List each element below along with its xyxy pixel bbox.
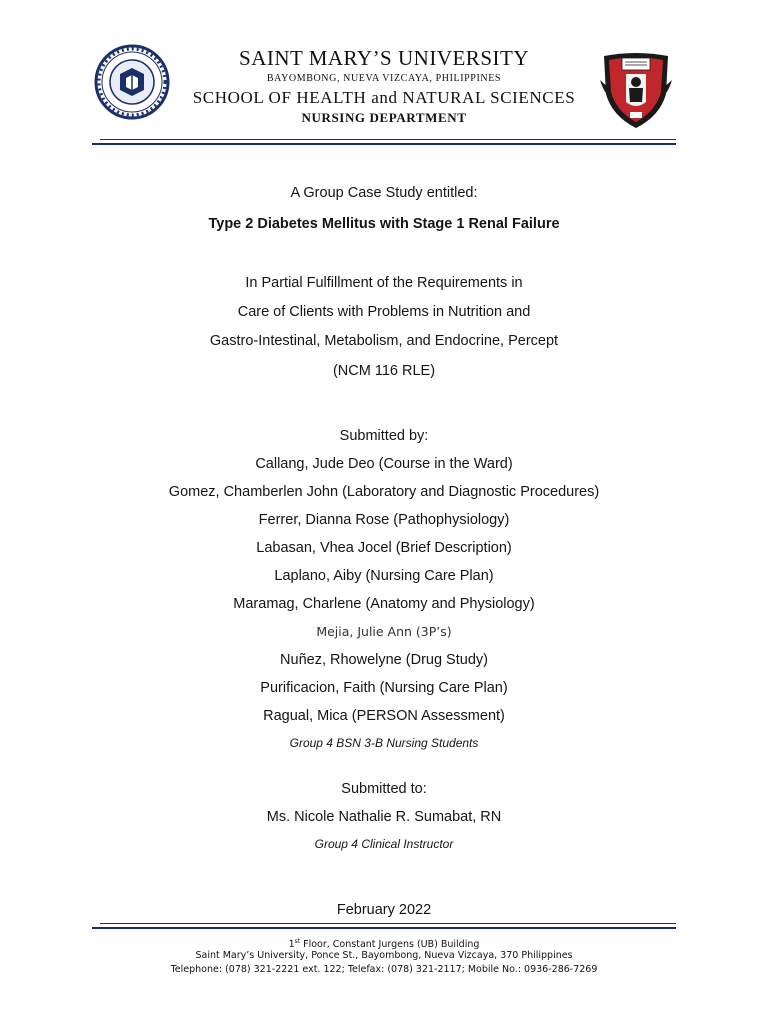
footer-floor-suffix: st bbox=[294, 938, 301, 945]
group-label: Group 4 BSN 3-B Nursing Students bbox=[289, 736, 479, 750]
university-name: SAINT MARY’S UNIVERSITY bbox=[239, 46, 529, 70]
header-rule-thin bbox=[100, 139, 676, 140]
case-study-title: Type 2 Diabetes Mellitus with Stage 1 Renal Failure bbox=[208, 216, 560, 232]
member-item: Laplano, Aiby (Nursing Care Plan) bbox=[274, 568, 494, 584]
department-name: NURSING DEPARTMENT bbox=[301, 110, 467, 125]
university-address: BAYOMBONG, NUEVA VIZCAYA, PHILIPPINES bbox=[266, 73, 502, 84]
course-code: (NCM 116 RLE) bbox=[332, 363, 436, 379]
footer-rule-thin bbox=[100, 923, 676, 924]
member-item: Ragual, Mica (PERSON Assessment) bbox=[263, 708, 505, 724]
submitted-to-label: Submitted to: bbox=[341, 781, 427, 797]
footer-building: Floor, Constant Jurgens (UB) Building bbox=[300, 939, 480, 951]
footer-address-line-2: Saint Mary’s University, Ponce St., Bayombong, Nueva Vizcaya, 370 Philippines bbox=[195, 950, 573, 961]
footer-floor-number: 1 bbox=[288, 939, 295, 951]
member-item: Mejia, Julie Ann (3P’s) bbox=[316, 624, 452, 639]
fulfillment-line-3: Gastro-Intestinal, Metabolism, and Endocrine, Percept bbox=[209, 333, 559, 349]
footer-contact-line: Telephone: (078) 321-2221 ext. 122; Telefax: (078) 321-2117; Mobile No.: 0936-286-7269 bbox=[170, 964, 598, 975]
member-item: Maramag, Charlene (Anatomy and Physiology) bbox=[233, 596, 535, 612]
fulfillment-line-2: Care of Clients with Problems in Nutrition and bbox=[237, 304, 531, 320]
instructor-name: Ms. Nicole Nathalie R. Sumabat, RN bbox=[266, 809, 502, 825]
member-item: Callang, Jude Deo (Course in the Ward) bbox=[255, 456, 513, 472]
fulfillment-line-1: In Partial Fulfillment of the Requirements in bbox=[245, 275, 523, 291]
school-crest-icon bbox=[600, 50, 672, 130]
submission-date: February 2022 bbox=[336, 902, 432, 918]
footer-rule-thick bbox=[92, 927, 676, 929]
member-item: Gomez, Chamberlen John (Laboratory and Diagnostic Procedures) bbox=[168, 484, 600, 500]
intro-text: A Group Case Study entitled: bbox=[290, 185, 478, 201]
member-item: Nuñez, Rhowelyne (Drug Study) bbox=[280, 652, 488, 668]
submitted-by-label: Submitted by: bbox=[339, 428, 429, 444]
instructor-role: Group 4 Clinical Instructor bbox=[314, 837, 454, 851]
member-item: Labasan, Vhea Jocel (Brief Description) bbox=[256, 540, 512, 556]
school-name: SCHOOL OF HEALTH and NATURAL SCIENCES bbox=[192, 88, 576, 107]
member-item: Ferrer, Dianna Rose (Pathophysiology) bbox=[258, 512, 510, 528]
header-rule-thick bbox=[92, 143, 676, 145]
member-item: Purificacion, Faith (Nursing Care Plan) bbox=[260, 680, 508, 696]
